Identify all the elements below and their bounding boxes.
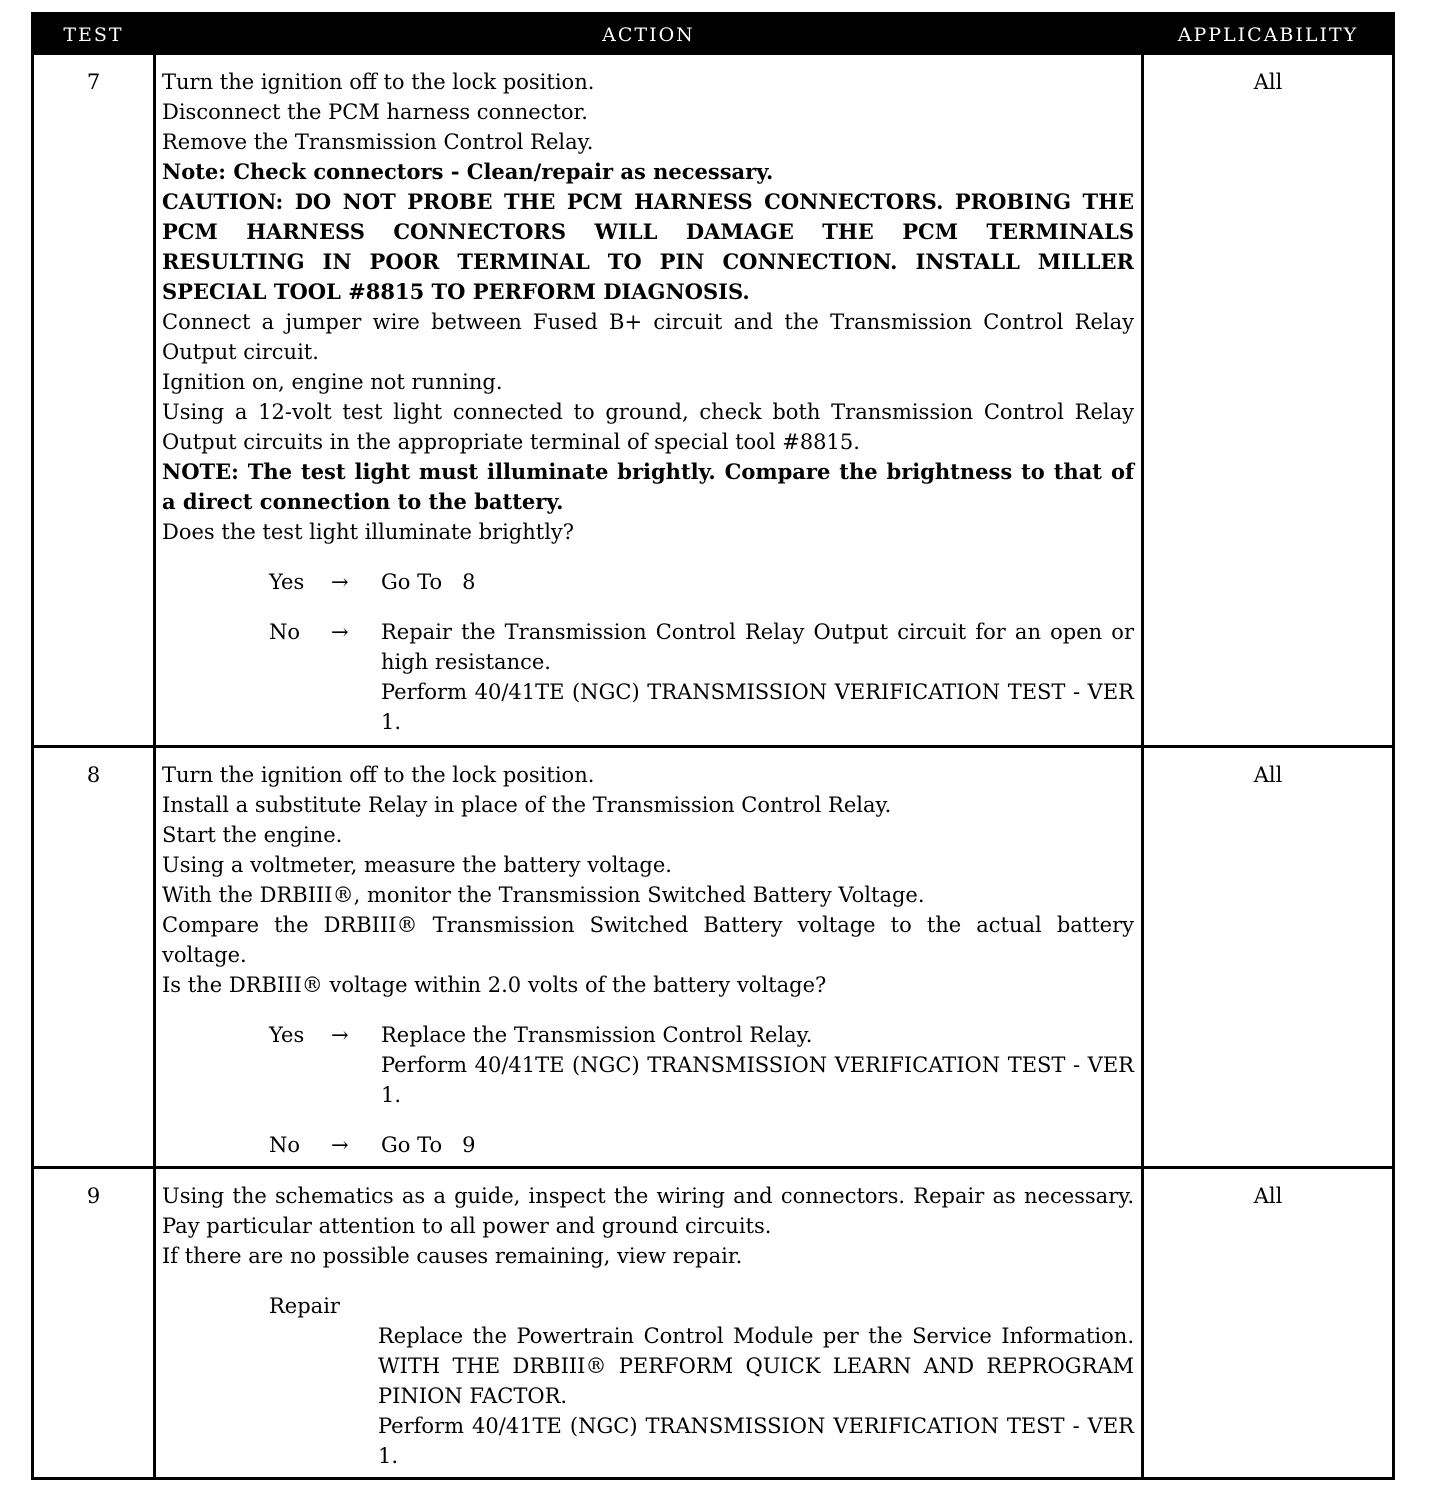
step-text: Using a 12-volt test light connected to ground, check both Transmission Control Relay Output circuits in the appropriate terminal of special tool #8815.	[162, 400, 1134, 454]
step-text: Install a substitute Relay in place of the Transmission Control Relay.	[162, 793, 892, 817]
step-text: Turn the ignition off to the lock position.	[162, 70, 595, 94]
header-applicability: APPLICABILITY	[1177, 24, 1359, 46]
table-row	[34, 748, 1392, 1166]
test-number: 8	[86, 763, 101, 787]
table-row	[34, 55, 1392, 745]
step-text: Disconnect the PCM harness connector.	[162, 100, 588, 124]
answer-yes	[269, 1020, 1134, 1110]
repair-step: Perform 40/41TE (NGC) TRANSMISSION VERIFICATION TEST - VER 1.	[378, 1414, 1134, 1468]
step-text: If there are no possible causes remaining, view repair.	[162, 1244, 743, 1268]
answer-text: Repair the Transmission Control Relay Output circuit for an open or high resistance.	[381, 620, 1134, 674]
step-text: Using the schematics as a guide, inspect the wiring and connectors. Repair as necessary. Pay particular attention to all power and ground circuits.	[162, 1184, 1134, 1238]
header-action: ACTION	[602, 24, 695, 46]
step-text: Ignition on, engine not running.	[162, 370, 503, 394]
action-cell	[162, 760, 1134, 1160]
note-text: Note: Check connectors - Clean/repair as necessary.	[162, 159, 774, 184]
answer-label: No	[269, 1133, 301, 1157]
step-text: Using a voltmeter, measure the battery voltage.	[162, 853, 672, 877]
answer-label: Yes	[269, 1023, 305, 1047]
step-text: Connect a jumper wire between Fused B+ circuit and the Transmission Control Relay Output circuit.	[162, 310, 1134, 364]
question-text: Does the test light illuminate brightly?	[162, 520, 575, 544]
answer-text: Replace the Transmission Control Relay.	[381, 1023, 813, 1047]
repair-text	[378, 1321, 1134, 1471]
answer-yes	[269, 567, 1134, 597]
step-text: Compare the DRBIII® Transmission Switched Battery voltage to the actual battery voltage.	[162, 913, 1134, 967]
header-test: TEST	[63, 24, 124, 46]
test-number: 9	[86, 1184, 101, 1208]
step-text: Start the engine.	[162, 823, 343, 847]
answer-text: Go To 9	[381, 1133, 476, 1157]
table-row	[34, 1169, 1392, 1477]
diagnostic-table	[31, 12, 1395, 1480]
action-cell	[162, 1181, 1134, 1471]
action-cell	[162, 67, 1134, 737]
answer-text: Perform 40/41TE (NGC) TRANSMISSION VERIFICATION TEST - VER 1.	[381, 1053, 1134, 1107]
repair-step: Replace the Powertrain Control Module per the Service Information. WITH THE DRBIII® PERFORM QUICK LEARN AND REPROGRAM PINION FACTOR.	[378, 1324, 1134, 1408]
applicability-cell: All	[1253, 1184, 1283, 1208]
answer-text: Perform 40/41TE (NGC) TRANSMISSION VERIFICATION TEST - VER 1.	[381, 680, 1134, 734]
right-arrow-icon: →	[331, 620, 349, 644]
table-header	[34, 15, 1392, 55]
repair-label: Repair	[269, 1294, 340, 1318]
right-arrow-icon: →	[331, 1023, 349, 1047]
right-arrow-icon: →	[331, 1133, 349, 1157]
answer-no	[269, 617, 1134, 737]
applicability-cell: All	[1253, 70, 1283, 94]
answer-label: No	[269, 620, 301, 644]
test-number: 7	[86, 70, 101, 94]
answer-no	[269, 1130, 1134, 1160]
answer-text: Go To 8	[381, 570, 476, 594]
step-text: Turn the ignition off to the lock position.	[162, 763, 595, 787]
note-text: NOTE: The test light must illuminate brightly. Compare the brightness to that of a direct connection to the battery.	[162, 459, 1134, 514]
step-text: Remove the Transmission Control Relay.	[162, 130, 594, 154]
right-arrow-icon: →	[331, 570, 349, 594]
question-text: Is the DRBIII® voltage within 2.0 volts of the battery voltage?	[162, 973, 827, 997]
answer-label: Yes	[269, 570, 305, 594]
applicability-cell: All	[1253, 763, 1283, 787]
step-text: With the DRBIII®, monitor the Transmission Switched Battery Voltage.	[162, 883, 925, 907]
caution-text: CAUTION: DO NOT PROBE THE PCM HARNESS CONNECTORS. PROBING THE PCM HARNESS CONNECTORS WILL DAMAGE THE PCM TERMINALS RESULTING IN POOR TERMINAL TO PIN CONNECTION. INSTALL MILLER SPECIAL TOOL #8815 TO PERFORM DIAGNOSIS.	[162, 189, 1134, 304]
